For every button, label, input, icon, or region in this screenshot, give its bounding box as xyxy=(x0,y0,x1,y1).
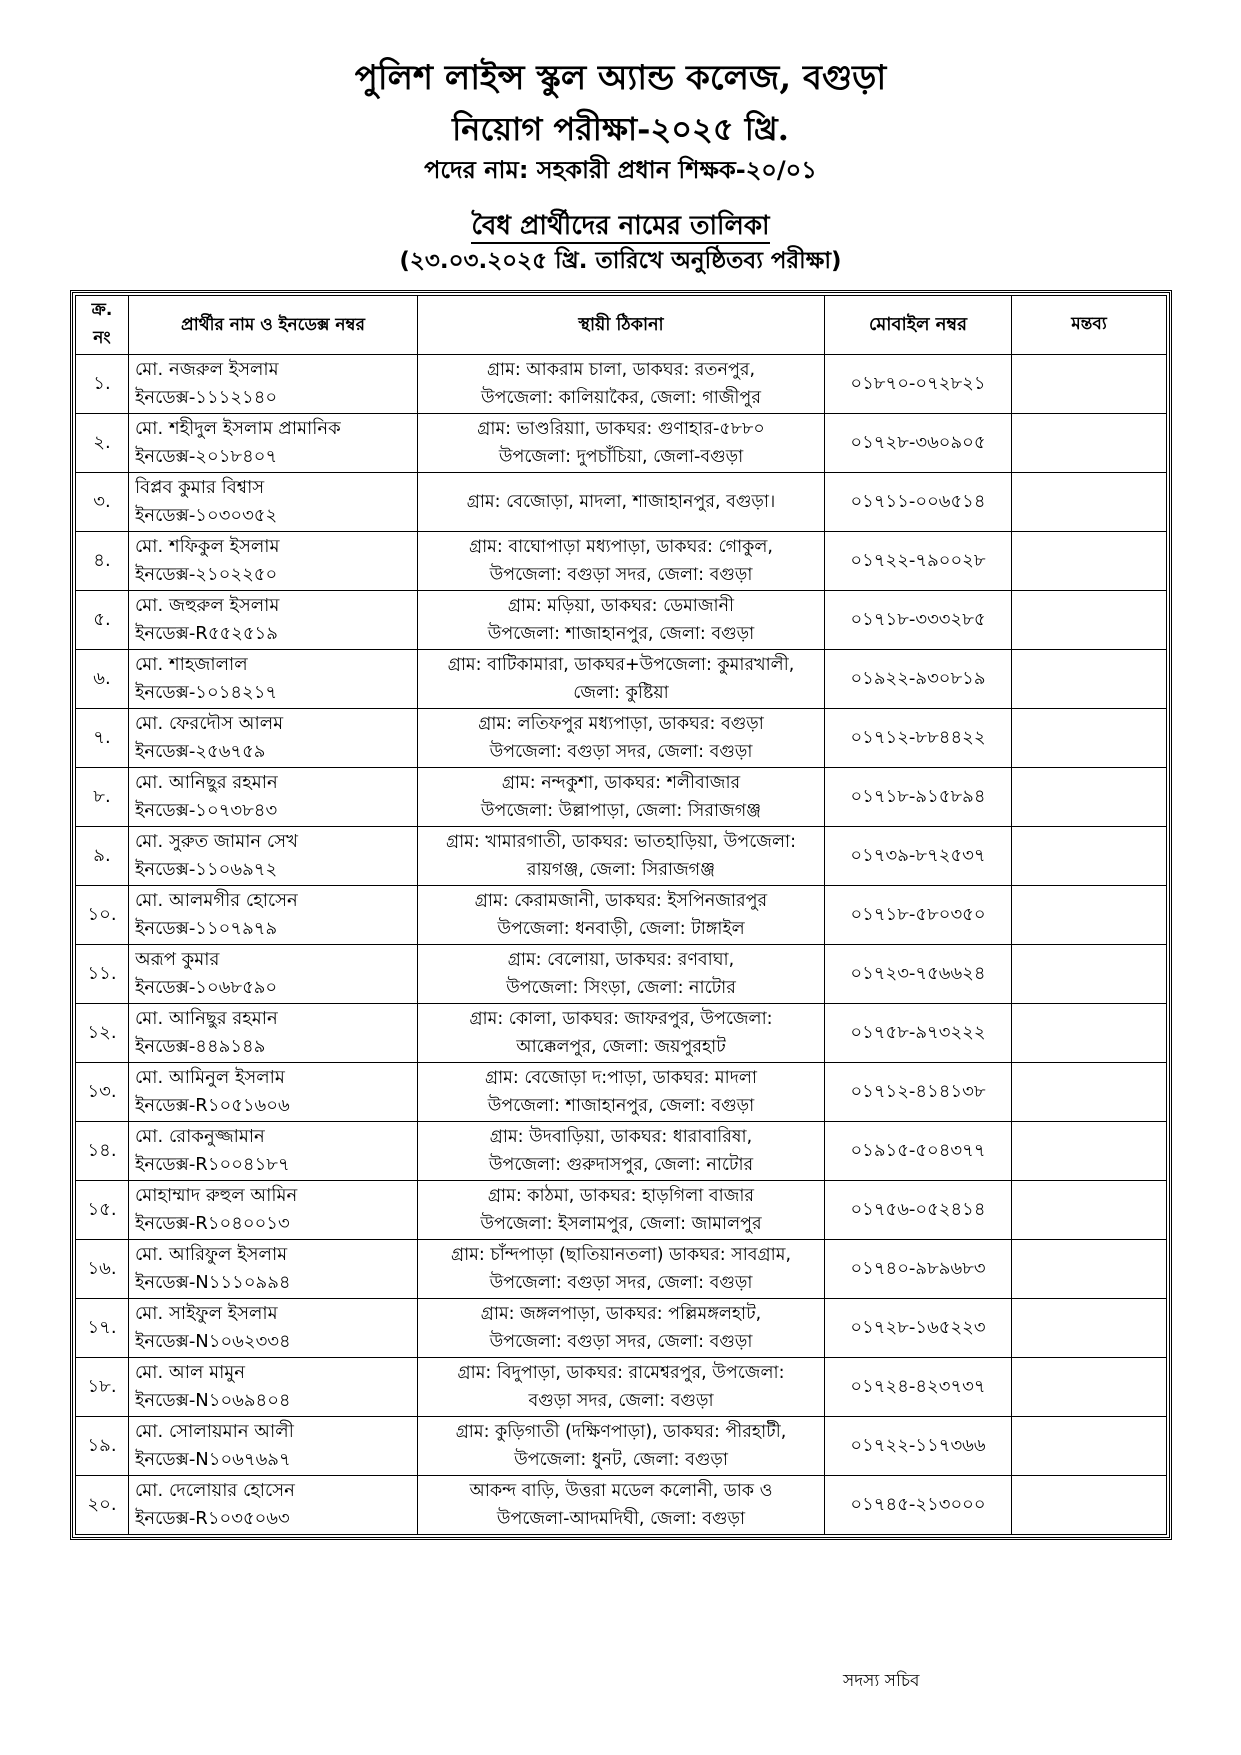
name-cell xyxy=(129,1122,418,1181)
remarks-cell xyxy=(1012,1181,1167,1240)
candidate-index: ইনডেক্স-N১০৬৭৬৯৭ xyxy=(135,1449,291,1470)
header-name: প্রার্থীর নাম ও ইনডেক্স নম্বর xyxy=(129,296,418,355)
candidate-name: মো. নজরুল ইসলাম xyxy=(135,359,279,380)
table-row xyxy=(76,1181,1167,1240)
name-cell xyxy=(129,945,418,1004)
remarks-cell xyxy=(1012,473,1167,532)
address-line-2: উপজেলা: ইসলামপুর, জেলা: জামালপুর xyxy=(480,1214,762,1234)
mobile-cell: ০১৭১১-০০৬৫১৪ xyxy=(825,473,1012,532)
candidate-name: মো. আলমগীর হোসেন xyxy=(135,890,298,911)
remarks-cell xyxy=(1012,768,1167,827)
candidate-index: ইনডেক্স-১১০৭৯৭৯ xyxy=(135,918,278,939)
address-line-1: গ্রাম: লতিফপুর মধ্যপাড়া, ডাকঘর: বগুড়া xyxy=(478,714,764,734)
candidate-name: মো. দেলোয়ার হোসেন xyxy=(135,1480,295,1501)
address-cell xyxy=(418,650,825,709)
table-row xyxy=(76,1299,1167,1358)
table-row xyxy=(76,945,1167,1004)
candidate-name: মো. শহীদুল ইসলাম প্রামানিক xyxy=(135,418,341,439)
name-cell xyxy=(129,1358,418,1417)
address-line-2: উপজেলা: ধুনট, জেলা: বগুড়া xyxy=(514,1450,728,1470)
address-line-1: গ্রাম: বিদুপাড়া, ডাকঘর: রামেশ্বরপুর, উপজেলা: xyxy=(457,1363,785,1383)
candidate-name: মো. জহুরুল ইসলাম xyxy=(135,595,280,616)
mobile-cell: ০১৭১৮-৩৩৩২৮৫ xyxy=(825,591,1012,650)
address-line-1: গ্রাম: আকরাম চালা, ডাকঘর: রতনপুর, xyxy=(486,360,756,380)
mobile-cell: ০১৭২৩-৭৫৬৬২৪ xyxy=(825,945,1012,1004)
address-cell xyxy=(418,532,825,591)
mobile-cell: ০১৭১২-৮৮৪৪২২ xyxy=(825,709,1012,768)
address-line-2: উপজেলা: বগুড়া সদর, জেলা: বগুড়া xyxy=(489,742,753,762)
name-cell xyxy=(129,1417,418,1476)
name-cell xyxy=(129,1476,418,1535)
address-line-2: উপজেলা: সিংড়া, জেলা: নাটোর xyxy=(506,978,736,998)
candidate-name: মো. শফিকুল ইসলাম xyxy=(135,536,280,557)
address-line-1: গ্রাম: খামারগাতী, ডাকঘর: ভাতহাড়িয়া, উপজেলা: xyxy=(446,832,796,852)
candidate-index: ইনডেক্স-R১০৩৫০৬৩ xyxy=(135,1508,290,1529)
address-cell xyxy=(418,1476,825,1535)
table-row xyxy=(76,473,1167,532)
address-cell xyxy=(418,1004,825,1063)
serial-cell: ৯. xyxy=(76,827,129,886)
name-cell xyxy=(129,532,418,591)
mobile-cell: ০১৭১৮-৫৮০৩৫০ xyxy=(825,886,1012,945)
serial-cell: ১৮. xyxy=(76,1358,129,1417)
exam-title: নিয়োগ পরীক্ষা-২০২৫ খ্রি. xyxy=(452,110,789,148)
address-cell xyxy=(418,414,825,473)
address-line-1: গ্রাম: বেজোড়া দ:পাড়া, ডাকঘর: মাদলা xyxy=(484,1068,758,1088)
address-line-1: গ্রাম: বেজোড়া, মাদলা, শাজাহানপুর, বগুড়া। xyxy=(466,492,776,512)
header-mobile: মোবাইল নম্বর xyxy=(825,296,1012,355)
candidate-name: মো. সাইফুল ইসলাম xyxy=(135,1303,278,1324)
address-line-1: গ্রাম: মড়িয়া, ডাকঘর: ডেমাজানী xyxy=(507,596,735,616)
header-remarks: মন্তব্য xyxy=(1012,296,1167,355)
mobile-cell: ০১৮৭০-০৭২৮২১ xyxy=(825,355,1012,414)
remarks-cell xyxy=(1012,1476,1167,1535)
candidate-name: মো. আনিছুর রহমান xyxy=(135,772,278,793)
address-line-1: গ্রাম: ভাণ্ডরিয়াা, ডাকঘর: গুণাহার-৫৮৮০ xyxy=(477,419,765,439)
mobile-cell: ০১৭২৪-৪২৩৭৩৭ xyxy=(825,1358,1012,1417)
address-cell xyxy=(418,1181,825,1240)
address-line-1: গ্রাম: জঙ্গলপাড়া, ডাকঘর: পল্লিমঙ্গলহাট, xyxy=(480,1304,762,1324)
mobile-cell: ০১৭২৮-১৬৫২২৩ xyxy=(825,1299,1012,1358)
serial-cell: ১৫. xyxy=(76,1181,129,1240)
signature-label: সদস্য সচিব xyxy=(843,1671,920,1691)
address-cell xyxy=(418,473,825,532)
address-line-1: গ্রাম: বাঘোপাড়া মধ্যপাড়া, ডাকঘর: গোকুল, xyxy=(468,537,773,557)
candidate-table xyxy=(70,290,1172,1540)
address-cell xyxy=(418,768,825,827)
serial-cell: ৭. xyxy=(76,709,129,768)
serial-cell: ৮. xyxy=(76,768,129,827)
mobile-cell: ০১৭২২-১১৭৩৬৬ xyxy=(825,1417,1012,1476)
serial-cell: ৬. xyxy=(76,650,129,709)
mobile-cell: ০১৭২২-৭৯০০২৮ xyxy=(825,532,1012,591)
table-row xyxy=(76,709,1167,768)
name-cell xyxy=(129,355,418,414)
address-line-2: জেলা: কুষ্টিয়া xyxy=(573,683,669,703)
serial-cell: ১৩. xyxy=(76,1063,129,1122)
mobile-cell: ০১৯১৫-৫০৪৩৭৭ xyxy=(825,1122,1012,1181)
name-cell xyxy=(129,1063,418,1122)
address-line-1: গ্রাম: কুড়িগাতী (দক্ষিণপাড়া), ডাকঘর: পীরহাটী, xyxy=(455,1422,787,1442)
candidate-name: মো. আমিনুল ইসলাম xyxy=(135,1067,285,1088)
exam-date: (২৩.০৩.২০২৫ খ্রি. তারিখে অনুষ্ঠিতব্য পরীক্ষা) xyxy=(399,248,842,274)
candidate-index: ইনডেক্স-৪৪৯১৪৯ xyxy=(135,1036,266,1057)
serial-cell: ১৭. xyxy=(76,1299,129,1358)
mobile-cell: ০১৯২২-৯৩০৮১৯ xyxy=(825,650,1012,709)
candidate-name: অরূপ কুমার xyxy=(135,949,220,970)
candidate-index: ইনডেক্স-২১০২২৫০ xyxy=(135,564,278,585)
table-row xyxy=(76,1004,1167,1063)
candidate-index: ইনডেক্স-২০১৮৪০৭ xyxy=(135,446,278,467)
name-cell xyxy=(129,650,418,709)
name-cell xyxy=(129,1004,418,1063)
candidate-name: মো. সুরুত জামান সেখ xyxy=(135,831,298,852)
name-cell xyxy=(129,768,418,827)
serial-cell: ১৯. xyxy=(76,1417,129,1476)
address-line-2: উপজেলা: শাজাহানপুর, জেলা: বগুড়া xyxy=(487,1096,755,1116)
address-line-1: গ্রাম: কেরামজানী, ডাকঘর: ইসপিনজারপুর xyxy=(474,891,768,911)
name-cell xyxy=(129,473,418,532)
remarks-cell xyxy=(1012,1240,1167,1299)
address-line-1: আকন্দ বাড়ি, উত্তরা মডেল কলোনী, ডাক ও xyxy=(469,1481,773,1501)
institution-title: পুলিশ লাইন্স স্কুল অ্যান্ড কলেজ, বগুড়া xyxy=(354,58,887,98)
remarks-cell xyxy=(1012,355,1167,414)
address-line-2: বগুড়া সদর, জেলা: বগুড়া xyxy=(528,1391,714,1411)
serial-cell: ১০. xyxy=(76,886,129,945)
table-row xyxy=(76,1417,1167,1476)
address-line-2: উপজেলা: উল্লাপাড়া, জেলা: সিরাজগঞ্জ xyxy=(480,801,762,821)
table-row xyxy=(76,1063,1167,1122)
address-cell xyxy=(418,1122,825,1181)
table-row xyxy=(76,886,1167,945)
candidate-name: মো. ফেরদৌস আলম xyxy=(135,713,284,734)
candidate-index: ইনডেক্স-R১০৫১৬০৬ xyxy=(135,1095,290,1116)
address-cell xyxy=(418,1240,825,1299)
remarks-cell xyxy=(1012,591,1167,650)
address-line-2: রায়গঞ্জ, জেলা: সিরাজগঞ্জ xyxy=(526,860,716,880)
mobile-cell: ০১৭৫৬-০৫২৪১৪ xyxy=(825,1181,1012,1240)
address-line-2: উপজেলা: শাজাহানপুর, জেলা: বগুড়া xyxy=(487,624,755,644)
candidate-name: মো. আল মামুন xyxy=(135,1362,246,1383)
remarks-cell xyxy=(1012,1122,1167,1181)
serial-cell: ১৬. xyxy=(76,1240,129,1299)
table-row xyxy=(76,591,1167,650)
address-cell xyxy=(418,1299,825,1358)
address-line-2: উপজেলা: বগুড়া সদর, জেলা: বগুড়া xyxy=(489,1273,753,1293)
serial-cell: ৪. xyxy=(76,532,129,591)
serial-cell: ২. xyxy=(76,414,129,473)
address-line-1: গ্রাম: বেলোয়া, ডাকঘর: রণবাঘা, xyxy=(507,950,735,970)
header-serial: ক্র. নং xyxy=(76,296,129,355)
table-row xyxy=(76,768,1167,827)
name-cell xyxy=(129,591,418,650)
candidate-name: মো. রোকনুজ্জামান xyxy=(135,1126,265,1147)
candidate-name: বিপ্লব কুমার বিশ্বাস xyxy=(135,477,265,498)
remarks-cell xyxy=(1012,1299,1167,1358)
remarks-cell xyxy=(1012,709,1167,768)
address-line-1: গ্রাম: কোলা, ডাকঘর: জাফরপুর, উপজেলা: xyxy=(469,1009,773,1029)
remarks-cell xyxy=(1012,827,1167,886)
candidate-name: মো. আরিফুল ইসলাম xyxy=(135,1244,288,1265)
header-address: স্থায়ী ঠিকানা xyxy=(418,296,825,355)
remarks-cell xyxy=(1012,1063,1167,1122)
candidate-index: ইনডেক্স-২৫৬৭৫৯ xyxy=(135,741,266,762)
candidate-index: ইনডেক্স-১০১৪২১৭ xyxy=(135,682,278,703)
candidate-index: ইনডেক্স-১১১২১৪০ xyxy=(135,387,278,408)
address-cell xyxy=(418,709,825,768)
remarks-cell xyxy=(1012,1004,1167,1063)
address-line-2: আক্কেলপুর, জেলা: জয়পুরহাট xyxy=(516,1037,726,1057)
remarks-cell xyxy=(1012,414,1167,473)
address-line-1: গ্রাম: কাঠমা, ডাকঘর: হাড়গিলা বাজার xyxy=(487,1186,755,1206)
candidate-index: ইনডেক্স-N১০৬২৩৩৪ xyxy=(135,1331,291,1352)
remarks-cell xyxy=(1012,1417,1167,1476)
address-line-2: উপজেলা-আদমদিঘী, জেলা: বগুড়া xyxy=(496,1509,746,1529)
candidate-name: মো. সোলায়মান আলী xyxy=(135,1421,294,1442)
address-cell xyxy=(418,945,825,1004)
list-title-text: বৈধ প্রার্থীদের নামের তালিকা xyxy=(471,211,769,244)
remarks-cell xyxy=(1012,532,1167,591)
mobile-cell: ০১৭৫৮-৯৭৩২২২ xyxy=(825,1004,1012,1063)
table-row xyxy=(76,1358,1167,1417)
remarks-cell xyxy=(1012,945,1167,1004)
candidate-index: ইনডেক্স-N১১১০৯৯৪ xyxy=(135,1272,291,1293)
serial-cell: ৫. xyxy=(76,591,129,650)
address-line-2: উপজেলা: দুপচাঁচিয়া, জেলা-বগুড়া xyxy=(498,447,744,467)
candidate-index: ইনডেক্স-R১০৪০০১৩ xyxy=(135,1213,290,1234)
candidate-name: মো. শাহজালাল xyxy=(135,654,248,675)
mobile-cell: ০১৭২৮-৩৬০৯০৫ xyxy=(825,414,1012,473)
address-line-1: গ্রাম: বাটিকামারা, ডাকঘর+উপজেলা: কুমারখালী, xyxy=(447,655,795,675)
mobile-cell: ০১৭৪০-৯৮৯৬৮৩ xyxy=(825,1240,1012,1299)
candidate-name: মোহাম্মাদ রুহুল আমিন xyxy=(135,1185,298,1206)
name-cell xyxy=(129,886,418,945)
table-row xyxy=(76,1476,1167,1535)
address-line-2: উপজেলা: বগুড়া সদর, জেলা: বগুড়া xyxy=(489,1332,753,1352)
name-cell xyxy=(129,1240,418,1299)
serial-cell: ২০. xyxy=(76,1476,129,1535)
candidate-index: ইনডেক্স-১০৩০৩৫২ xyxy=(135,505,278,526)
post-title: পদের নাম: সহকারী প্রধান শিক্ষক-২০/০১ xyxy=(424,156,817,184)
address-cell xyxy=(418,1417,825,1476)
mobile-cell: ০১৭১২-৪১৪১৩৮ xyxy=(825,1063,1012,1122)
candidate-index: ইনডেক্স-১০৬৮৫৯০ xyxy=(135,977,278,998)
candidate-index: ইনডেক্স-১১০৬৯৭২ xyxy=(135,859,278,880)
table-row xyxy=(76,1122,1167,1181)
name-cell xyxy=(129,1299,418,1358)
address-line-1: গ্রাম: নন্দকুশা, ডাকঘর: শলীবাজার xyxy=(501,773,741,793)
name-cell xyxy=(129,1181,418,1240)
serial-cell: ১৪. xyxy=(76,1122,129,1181)
candidate-index: ইনডেক্স-R১০০৪১৮৭ xyxy=(135,1154,290,1175)
address-cell xyxy=(418,827,825,886)
name-cell xyxy=(129,827,418,886)
address-line-1: গ্রাম: উদবাড়িয়া, ডাকঘর: ধারাবারিষা, xyxy=(489,1127,753,1147)
table-row xyxy=(76,650,1167,709)
address-cell xyxy=(418,355,825,414)
address-line-2: উপজেলা: গুরুদাসপুর, জেলা: নাটোর xyxy=(488,1155,754,1175)
table-row xyxy=(76,414,1167,473)
address-cell xyxy=(418,591,825,650)
address-line-2: উপজেলা: ধনবাড়ী, জেলা: টাঙ্গাইল xyxy=(497,919,745,939)
remarks-cell xyxy=(1012,650,1167,709)
table-row xyxy=(76,355,1167,414)
candidate-index: ইনডেক্স-১০৭৩৮৪৩ xyxy=(135,800,278,821)
table-header-row xyxy=(76,296,1167,355)
name-cell xyxy=(129,414,418,473)
candidate-name: মো. আনিছুর রহমান xyxy=(135,1008,278,1029)
remarks-cell xyxy=(1012,1358,1167,1417)
serial-cell: ১২. xyxy=(76,1004,129,1063)
serial-cell: ১১. xyxy=(76,945,129,1004)
candidate-index: ইনডেক্স-N১০৬৯৪০৪ xyxy=(135,1390,291,1411)
serial-cell: ৩. xyxy=(76,473,129,532)
mobile-cell: ০১৭৪৫-২১৩০০০ xyxy=(825,1476,1012,1535)
address-line-2: উপজেলা: বগুড়া সদর, জেলা: বগুড়া xyxy=(489,565,753,585)
address-cell xyxy=(418,886,825,945)
mobile-cell: ০১৭১৮-৯১৫৮৯৪ xyxy=(825,768,1012,827)
address-cell xyxy=(418,1358,825,1417)
table-row xyxy=(76,827,1167,886)
table-row xyxy=(76,1240,1167,1299)
name-cell xyxy=(129,709,418,768)
candidate-index: ইনডেক্স-R৫৫২৫১৯ xyxy=(135,623,278,644)
address-line-2: উপজেলা: কালিয়াকৈর, জেলা: গাজীপুর xyxy=(481,388,761,408)
remarks-cell xyxy=(1012,886,1167,945)
address-line-1: গ্রাম: চাঁন্দপাড়া (ছাতিয়ানতলা) ডাকঘর: সাবগ্রাম, xyxy=(450,1245,792,1265)
mobile-cell: ০১৭৩৯-৮৭২৫৩৭ xyxy=(825,827,1012,886)
table-row xyxy=(76,532,1167,591)
address-cell xyxy=(418,1063,825,1122)
serial-cell: ১. xyxy=(76,355,129,414)
